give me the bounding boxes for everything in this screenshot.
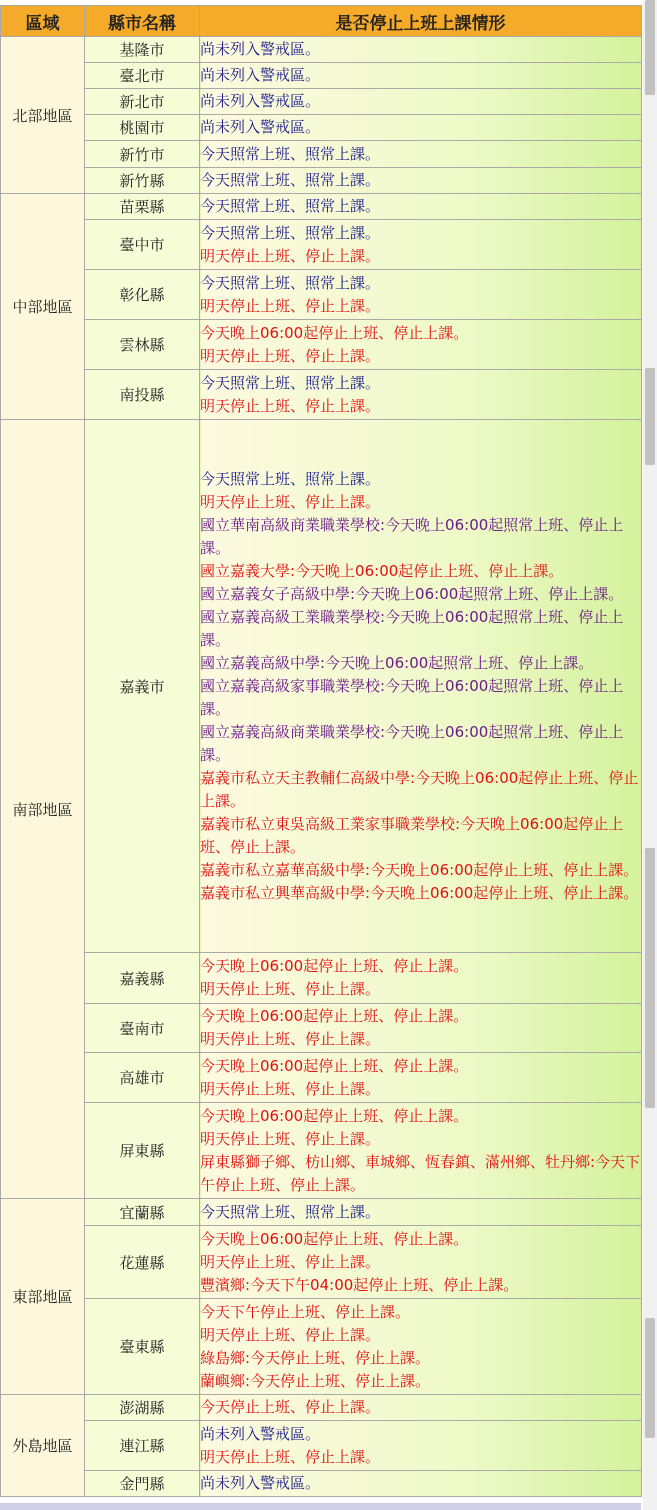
county-cell: 高雄市: [85, 1053, 200, 1103]
scrollbar-thumb-2[interactable]: [645, 368, 655, 465]
table-row: [1, 1103, 642, 1199]
status-line: 今天下午停止上班、停止上課。: [200, 1302, 411, 1321]
status-line: 尚未列入警戒區。: [200, 66, 321, 84]
status-cell: [200, 37, 642, 63]
status-line: 今天晚上06:00起停止上班、停止上課。: [200, 1229, 469, 1248]
status-line: 國立華南高級商業職業學校:今天晚上06:00起照常上班、停止上課。: [200, 515, 624, 557]
status-line: 今天晚上06:00起停止上班、停止上課。: [200, 1007, 469, 1025]
header-status: 是否停止上班上課情形: [200, 6, 642, 37]
region-cell: 北部地區: [1, 37, 85, 194]
status-cell: [200, 220, 642, 270]
status-line: 今天晚上06:00起停止上班、停止上課。: [200, 1056, 469, 1075]
table-row: [1, 953, 642, 1004]
header-county: 縣市名稱: [85, 6, 200, 37]
county-cell: 嘉義市: [85, 420, 200, 953]
status-cell: [200, 953, 642, 1004]
status-line: 綠島鄉:今天停止上班、停止上課。: [200, 1348, 431, 1367]
table-row: [1, 194, 642, 220]
status-line: 嘉義市私立天主教輔仁高級中學:今天晚上06:00起停止上班、停止上課。: [200, 768, 639, 810]
table-row: [1, 370, 642, 420]
status-line: 今天照常上班、照常上課。: [200, 373, 381, 392]
region-cell: 中部地區: [1, 194, 85, 420]
status-cell: [200, 1004, 642, 1053]
table-body: [1, 37, 642, 1497]
county-cell: 連江縣: [85, 1421, 200, 1471]
status-line: 今天停止上班、停止上課。: [200, 1398, 381, 1416]
status-cell: [200, 115, 642, 141]
table-row: [1, 115, 642, 141]
status-cell: [200, 420, 642, 953]
table-row: [1, 1421, 642, 1471]
status-line: 嘉義市私立東吳高級工業家事職業學校:今天晚上06:00起停止上班、停止上課。: [200, 814, 624, 856]
county-cell: 新北市: [85, 89, 200, 115]
status-line: 尚未列入警戒區。: [200, 1424, 321, 1443]
status-line: 今天晚上06:00起停止上班、停止上課。: [200, 957, 469, 975]
status-cell: [200, 1053, 642, 1103]
closure-table-container: [0, 5, 641, 1497]
status-line: 國立嘉義高級工業職業學校:今天晚上06:00起照常上班、停止上課。: [200, 607, 624, 649]
county-cell: 花蓮縣: [85, 1226, 200, 1299]
status-line: 明天停止上班、停止上課。: [200, 346, 381, 365]
vertical-scrollbar[interactable]: [643, 0, 657, 1510]
county-cell: 臺東縣: [85, 1299, 200, 1395]
county-cell: 金門縣: [85, 1471, 200, 1497]
status-line: 尚未列入警戒區。: [200, 40, 321, 58]
table-row: [1, 37, 642, 63]
table-header: [1, 6, 642, 37]
status-line: 今天晚上06:00起停止上班、停止上課。: [200, 323, 469, 342]
status-line: 明天停止上班、停止上課。: [200, 1252, 381, 1271]
status-line: 今天晚上06:00起停止上班、停止上課。: [200, 1106, 469, 1125]
region-cell: 南部地區: [1, 420, 85, 1199]
table-row: [1, 168, 642, 194]
status-cell: [200, 1299, 642, 1395]
status-line: 蘭嶼鄉:今天停止上班、停止上課。: [200, 1371, 431, 1390]
status-line: 明天停止上班、停止上課。: [200, 396, 381, 415]
status-line: 嘉義市私立嘉華高級中學:今天晚上06:00起停止上班、停止上課。: [200, 860, 639, 879]
table-row: [1, 1053, 642, 1103]
closure-status-table: [0, 5, 642, 1497]
table-row: [1, 270, 642, 320]
status-cell: [200, 194, 642, 220]
status-line: 尚未列入警戒區。: [200, 92, 321, 110]
status-line: 明天停止上班、停止上課。: [200, 1030, 381, 1048]
county-cell: 臺南市: [85, 1004, 200, 1053]
status-line: 明天停止上班、停止上課。: [200, 246, 381, 265]
status-line: 明天停止上班、停止上課。: [200, 492, 381, 511]
status-line: 國立嘉義高級家事職業學校:今天晚上06:00起照常上班、停止上課。: [200, 676, 624, 718]
county-cell: 雲林縣: [85, 320, 200, 370]
status-line: 國立嘉義女子高級中學:今天晚上06:00起照常上班、停止上課。: [200, 584, 624, 603]
status-cell: [200, 1471, 642, 1497]
county-cell: 基隆市: [85, 37, 200, 63]
status-cell: [200, 141, 642, 168]
table-row: [1, 1004, 642, 1053]
status-line: 豐濱鄉:今天下午04:00起停止上班、停止上課。: [200, 1275, 519, 1294]
status-line: 明天停止上班、停止上課。: [200, 1129, 381, 1148]
county-cell: 桃園市: [85, 115, 200, 141]
status-line: 今天照常上班、照常上課。: [200, 197, 381, 215]
county-cell: 澎湖縣: [85, 1395, 200, 1421]
status-line: 明天停止上班、停止上課。: [200, 1447, 381, 1466]
county-cell: 新竹縣: [85, 168, 200, 194]
status-cell: [200, 270, 642, 320]
status-cell: [200, 1199, 642, 1226]
county-cell: 屏東縣: [85, 1103, 200, 1199]
status-line: 今天照常上班、照常上課。: [200, 144, 381, 163]
county-cell: 宜蘭縣: [85, 1199, 200, 1226]
table-row: [1, 220, 642, 270]
status-line: 國立嘉義高級商業職業學校:今天晚上06:00起照常上班、停止上課。: [200, 722, 624, 764]
status-line: 明天停止上班、停止上課。: [200, 980, 381, 998]
table-row: [1, 1226, 642, 1299]
county-cell: 臺北市: [85, 63, 200, 89]
table-row: [1, 420, 642, 953]
status-line: 今天照常上班、照常上課。: [200, 1202, 381, 1221]
county-cell: 臺中市: [85, 220, 200, 270]
status-line: 國立嘉義大學:今天晚上06:00起停止上班、停止上課。: [200, 561, 564, 580]
region-cell: 東部地區: [1, 1199, 85, 1395]
status-cell: [200, 1226, 642, 1299]
table-row: [1, 1299, 642, 1395]
status-cell: [200, 1395, 642, 1421]
table-row: [1, 89, 642, 115]
county-cell: 彰化縣: [85, 270, 200, 320]
status-line: 國立嘉義高級中學:今天晚上06:00起照常上班、停止上課。: [200, 653, 594, 672]
scrollbar-thumb-3[interactable]: [645, 848, 655, 1108]
county-cell: 嘉義縣: [85, 953, 200, 1004]
status-line: 今天照常上班、照常上課。: [200, 223, 381, 242]
table-row: [1, 1395, 642, 1421]
region-cell: 外島地區: [1, 1395, 85, 1497]
status-line: 尚未列入警戒區。: [200, 1474, 321, 1492]
status-cell: [200, 320, 642, 370]
status-line: 屏東縣獅子鄉、枋山鄉、車城鄉、恆春鎮、滿州鄉、牡丹鄉:今天下午停止上班、停止上課。: [200, 1152, 641, 1194]
county-cell: 苗栗縣: [85, 194, 200, 220]
status-cell: [200, 370, 642, 420]
table-row: [1, 141, 642, 168]
status-line: 明天停止上班、停止上課。: [200, 1079, 381, 1098]
county-cell: 南投縣: [85, 370, 200, 420]
status-line: 今天照常上班、照常上課。: [200, 469, 381, 488]
status-cell: [200, 1103, 642, 1199]
status-line: 尚未列入警戒區。: [200, 118, 321, 136]
status-cell: [200, 1421, 642, 1471]
status-cell: [200, 89, 642, 115]
status-cell: [200, 168, 642, 194]
status-line: 今天照常上班、照常上課。: [200, 273, 381, 292]
status-line: 今天照常上班、照常上課。: [200, 171, 381, 189]
status-line: 明天停止上班、停止上課。: [200, 296, 381, 315]
table-row: [1, 63, 642, 89]
county-cell: 新竹市: [85, 141, 200, 168]
bottom-band: [0, 1503, 641, 1510]
status-line: 明天停止上班、停止上課。: [200, 1325, 381, 1344]
table-row: [1, 1471, 642, 1497]
status-cell: [200, 63, 642, 89]
scrollbar-thumb-1[interactable]: [645, 0, 655, 95]
status-line: 嘉義市私立興華高級中學:今天晚上06:00起停止上班、停止上課。: [200, 883, 639, 902]
header-region: 區域: [1, 6, 85, 37]
scrollbar-thumb-4[interactable]: [645, 1318, 655, 1438]
table-row: [1, 1199, 642, 1226]
table-row: [1, 320, 642, 370]
